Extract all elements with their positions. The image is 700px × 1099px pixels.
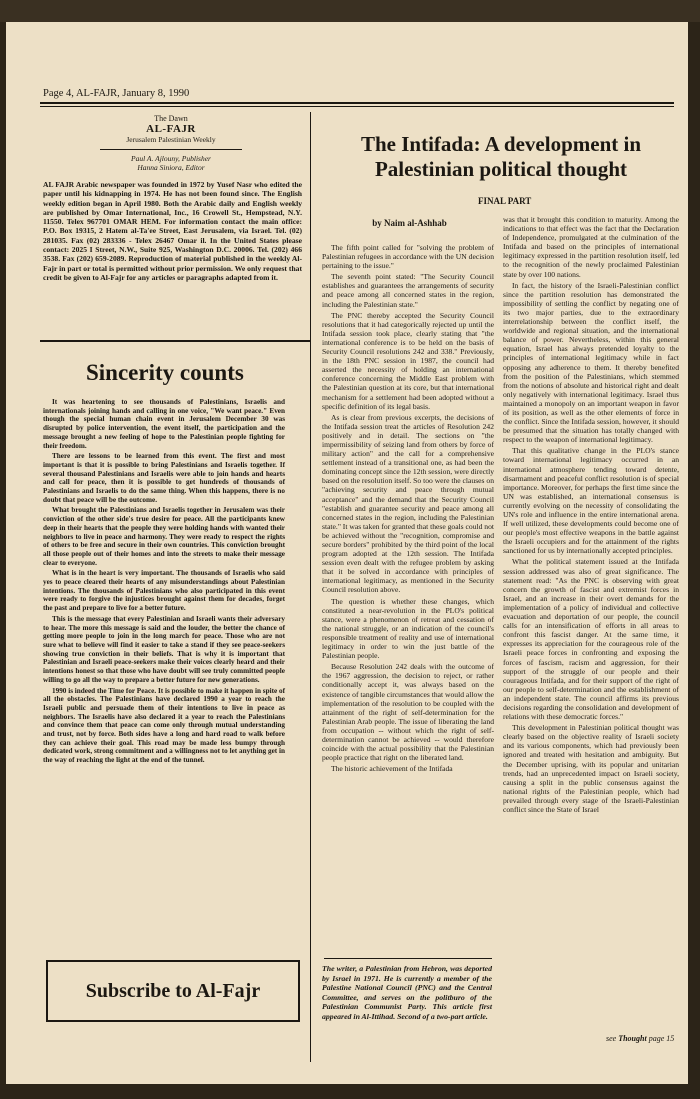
column-rule [310,112,311,1062]
feature-paragraph: Because Resolution 242 deals with the outcome of the 1967 aggression, the decision to reject, or rather conditionally accept it, was always based on the existence of tangible circumstances that would allow the implementation of the resolution to be coupled with the attainment of the right of self-determination for the Palestinian Arab people. The issue of liberating the land from occupation -- without which the right of self-determination cannot be achieved -- would therefore coincide with the actual possibility that the Palestinian people practice that right on the liberated land. [322,662,494,763]
newspaper-page [6,22,688,1084]
feature-paragraph: What the political statement issued at the Intifada session addressed was also of great significance. The statement read: "As the PNC is observing with great concern the growth of fascist and extremist forces in Israel, and an increase in their overt demands for the implementation of a policy of individual and collective evacuation and deportation of our people, the council calls for an intensification of efforts in all areas to confront this fascist danger. At the same time, it expresses its appreciation for the courageous role of the Israeli peace forces in confronting and exposing the forces of fascism, racism and aggression, for their support of the struggle of our people and their courageous Intifada, and for their support of the right of our people to self-determination and the establishment of an independent state. The council affirms its previous decisions regarding the consolidation and development of relations with these democratic forces." [503,557,679,722]
feature-paragraph: was that it brought this condition to maturity. Among the indications to that effect was the fact that the Declaration of Independence, promulgated at the culmination of the Intifada and based on the principles of international legitimacy expressed in the partition resolution itself, led to the recognition of the newly proclaimed Palestinian state by over 100 nations. [503,215,679,279]
editorial-paragraph: 1990 is indeed the Time for Peace. It is possible to make it happen in spite of all the obstacles. The Palestinians have declared 1990 a year to reach the Israeli public and persuade them of their intentions to live in peace as neighbors. The Israelis have also declared it a year to reach the Palestinians and convince them that peace can come only through mutual understanding and trust, not by force. Both sides have a long and hard road to walk before they can achieve their goal. This road may be made less bumpy through dedicated work, strong commitment and a willingness not to let anything get in the way of reaching the light at the end of the tunnel. [43,686,285,765]
folio-rule [40,102,674,104]
feature-paragraph: The historic achievement of the Intifada [331,764,453,774]
masthead [40,114,302,172]
scan-top-edge [0,0,700,22]
publication-info: AL FAJR Arabic newspaper was founded in 1972 by Yusef Nasr who edited the paper until his kidnapping in 1974. He has not been found since. The English weekly edition began in April 1980. Both the Arabic daily and English weekly are published by Omar International, Inc., 16 Crowell St., Hempstead, N.Y. 11550. Telex 967701 OMAR HEM. For information contact the main office: P.O. Box 19315, 2 Hatem al-Ta'ee Street, East Jerusalem, via Israel. Tel. (02) 281035. Fax (02) 283336 - Telex 26467 Omar il. In the United States please contact: 2025 I Street, N.W., Suite 925, Washington D.C. 20006. Tel. (202) 466 3538. Fax (202) 659-2089. Reproduction of material published in the weekly Al-Fajr in part or total is permitted without prior permission. We only request that credit be given to Al-Fajr for any articles or paragraphs adapted from it. [43,180,302,282]
feature-part-label: FINAL PART [478,196,532,206]
editorial-paragraph: It was heartening to see thousands of Palestinians, Israelis and internationals joining hands and calling in one voice, "We want peace." Even though the special human chain event in Jerusalem December 30 was disrupted by police intervention, the event itself, the participation and the message brought a new feeling of hope to the Palestinian people fighting for their freedom. [43,398,285,450]
author-bio: The writer, a Palestinian from Hebron, was deported by Israel in 1971. He is currently a member of the Palestine National Council (PNC) and the Central Committee, and serves on the politburo of the Palestinian Communist Party. This article first appeared in Al-Ittihad. Second of a two-part article. [322,964,492,1021]
editorial-paragraph: This is the message that every Palestinian and Israeli wants their adversary to hear. The more this message is said and the louder, the better the chance of getting more people to join in the long march for peace. Those who are not sure what to believe will find it easier to take a stand if they see peace-seekers showing true conviction in their beliefs. That is why it is important that Palestinian and Israeli peace-seekers make their voices clearly heard and their intentions honest so that those who have doubt will see truly committed people willing to go all the way to prepare a better future for new generations. [43,614,285,684]
editorial-paragraph: What is in the heart is very important. The thousands of Israelis who said yes to peace cleared their hearts of any misunderstandings about Palestinian intentions. The thousands of Palestinians who also participated in this event were ready to forgive the injustices brought against them for decades, forget the past and prepare to live for a better future. [43,569,285,613]
publisher-credit: Paul A. Ajlouny, Publisher [131,154,211,163]
editorial-title: Sincerity counts [86,360,244,385]
feature-headline-line2: Palestinian political thought [374,157,628,181]
feature-paragraph: The question is whether these changes, which constituted a near-revolution in the PLO's political stance, were a phenomenon of retreat and cessation of the national struggle, or an indication of the council's responsible treatment of reality and use of international legitimacy in order to win the just battle of the Palestinian people. [322,596,494,661]
bio-rule [324,958,492,959]
feature-paragraph: In fact, the history of the Israeli-Palestinian conflict since the partition resolution has demonstrated the impossibility of settling the conflict by negating one of its two major parties, due to the extraordinary interrelationship between the conflict itself, the worldwide and regional situation, and the international balance of power. Nevertheless, within this general equation, Israel has always pretended loyalty to the principles of international legitimacy while in fact opposing any adherence to them. It thereby benefited from the position of the Palestinians, which stemmed from the notions of absolute and historical right and dealt only negatively with international legitimacy. Israel thus maintained a monopoly on an important weapon in favor of its position, as well as the other elements of force in the conflict. Since the Intifada session, however, it should be presumed that the situation has totally changed with respect to the weapon of international legitimacy. [503,280,679,445]
masthead-name: AL-FAJR [146,123,196,135]
jump-page: page 15 [646,1034,675,1043]
editorial-paragraph: There are lessons to be learned from this event. The first and most important is that it is possible to bring Palestinians and Israelis together. If several thousand Palestinians and Israelis were able to join hands and hearts and call for peace, then it is possible to get hundreds of thousands of Palestinians and Israelis to do the same thing. When this happens, there is no doubt that peace will be the outcome. [43,452,285,504]
masthead-divider [100,149,242,150]
feature-paragraph: That this qualitative change in the PLO's stance toward international legitimacy occurred in an international atmosphere tending toward detente, disarmament and peaceful conflict resolution is of special importance. Moreover, for perhaps the first time since the UN was established, an international consensus is currently evolving on the necessity of consolidating the UN's role and influence in the entire international arena. If well utilized, these developments could become one of our people's most effective weapons in the battle against the Israeli occupiers and for the attainment of the rights sanctioned for us by internationally accepted principles. [503,446,679,556]
continued-jump [606,1034,674,1043]
subscribe-text: Subscribe to Al-Fajr [85,980,261,1002]
feature-byline: by Naim al-Ashhab [372,218,447,228]
feature-paragraph: The PNC thereby accepted the Security Council resolutions that it had categorically rejected up until the Intifada session took place, clearly stating that "the international conference is to be held on the basis of Security Council resolutions 242 and 338." Previously, in the 18th PNC session in 1987, the council had asserted the necessity of holding an international conference concerning the Middle East problem with the Palestinian question at its core, but that international mechanism for a settlement had been adopted without a specific definition of its legal basis. [322,310,494,411]
subscribe-box [46,960,300,1022]
editor-credit: Hanna Siniora, Editor [137,163,205,172]
feature-column-2 [503,215,679,816]
folio-rule-thin [40,106,674,107]
editorial-paragraph: What brought the Palestinians and Israelis together in Jerusalem was their conviction of the other side's true desire for peace. All the participants knew deep in their hearts that the people they were holding hands with wanted their neighbors to live in peace and harmony. They were ready to respect the rights of others to be free and secure in their own countries. This conviction brought all those people out of their homes and into the streets to make their message clear to everyone. [43,506,285,567]
feature-paragraph: As is clear from previous excerpts, the decisions of the Intifada session treat the articles of Resolution 242 positively and in detail. The sections on "the impermissibility of seizing land from others by force of military action" and the call for a comprehensive settlement instead of a transitional one, as had been the dominating concept since the 12th session, were directly based on the resolution itself. So too were the clauses on "achieving security and peace through mutual acceptance" and the demand that the Security Council "establish and guarantee security and peace among all concerned states in the region, including the Palestinian state." It was taken for granted that these goals could not be achieved without the "recognition, compromise and secure borders" prohibited by the third point of the local program adopted at the 12th session. The Intifada session even dealt with the refugee problem by asking that it be solved in accordance with principles of international legitimacy, as mentioned in the Security Council resolution above. [322,412,495,595]
jump-prefix: see [606,1034,619,1043]
info-box-rule [40,340,310,342]
masthead-tagline: Jerusalem Palestinian Weekly [126,135,216,144]
feature-column-1 [322,243,494,775]
feature-headline-line1: The Intifada: A development in [360,132,642,156]
feature-paragraph: The fifth point called for "solving the problem of Palestinian refugees in accordance with the UN decision pertaining to the issue." [322,243,494,271]
jump-word: Thought [618,1034,647,1043]
masthead-the-dawn: The Dawn [154,114,188,123]
feature-paragraph: This development in Palestinian political thought was clearly based on the objective reality of Israeli society and its various components, which had previously been ignored and treated with hesitation and ambiguity. But the December uprising, with its popular and unitarian trends, had an unprecedented impact on Israeli society, causing a split in the public consensus against the national rights of the Palestinian people, which had prevailed through every stage of the Israeli-Palestinian conflict since the State of Israel [503,723,679,814]
editorial-body [43,398,285,767]
page-folio: Page 4, AL-FAJR, January 8, 1990 [43,88,190,99]
feature-headline [316,132,686,182]
feature-paragraph: The seventh point stated: "The Security Council establishes and guarantees the arrangements of security and peace among all concerned states in the region, including the Palestinian state." [322,272,494,309]
